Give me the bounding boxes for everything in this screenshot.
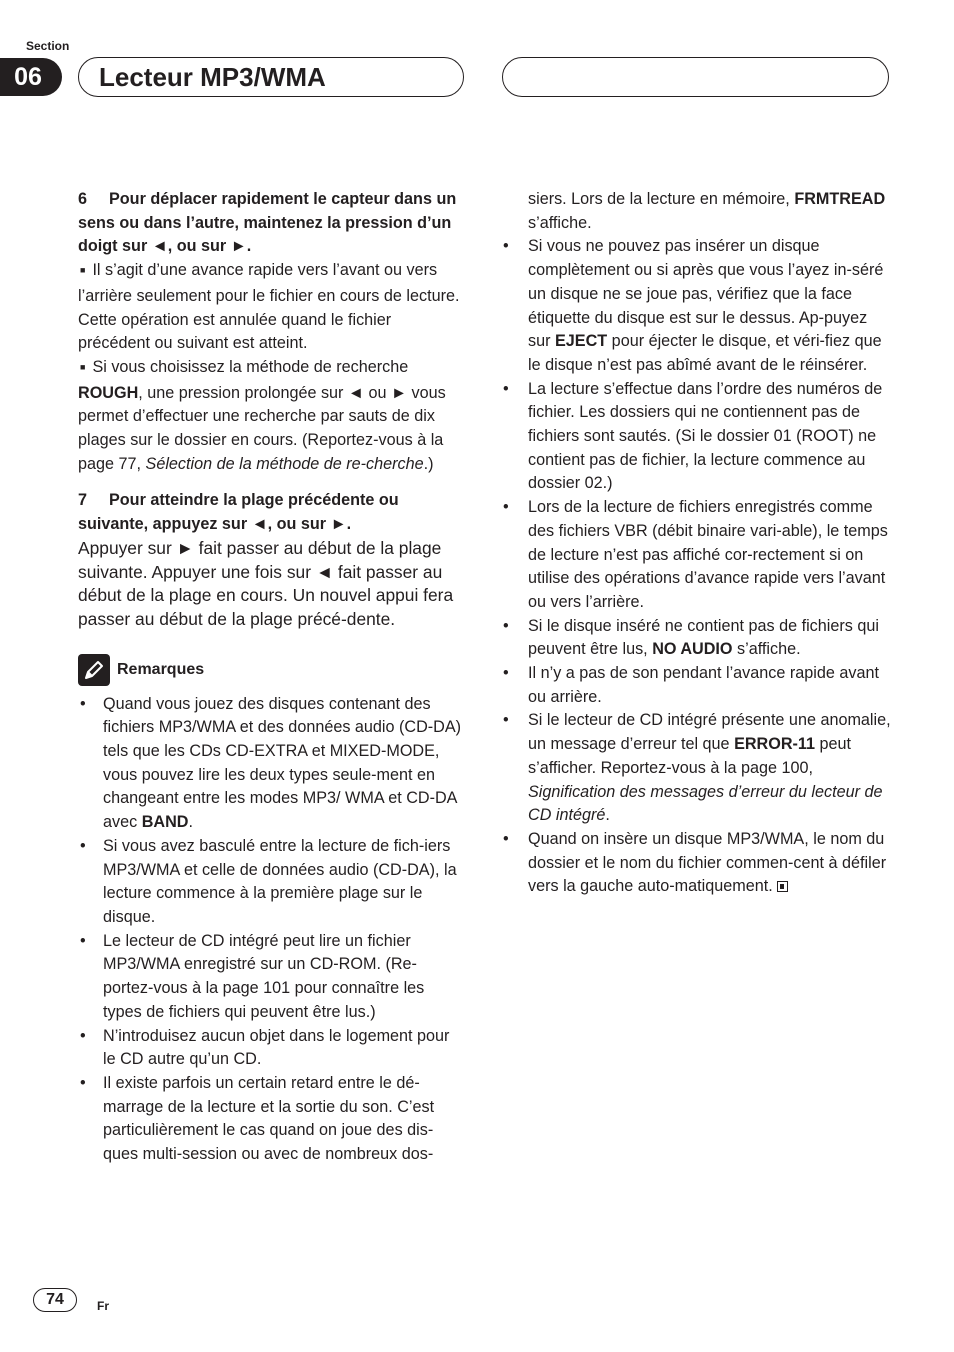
list-item-continuation	[500, 188, 892, 235]
list-item: • La lecture s’effectue dans l’ordre des numéros de fichier. Les dossiers qui ne contiennent pas de fichiers sont sautés. (Si le dossier 01 (ROOT) ne contient pas de fichier, la lecture commence au dossier 02.)	[500, 378, 892, 497]
remarks-header	[78, 654, 466, 686]
list-item	[500, 615, 892, 662]
r6-text-a: Si le lecteur de CD intégré présente une anomalie, un message d’erreur tel que	[528, 711, 891, 754]
section-label: Section	[26, 39, 70, 53]
step-7-text: Pour atteindre la plage précédente ou suivante, appuyez sur ◄, ou sur ►.	[78, 491, 399, 534]
step-6-note-1-text: Il s’agit d’une avance rapide vers l’avant ou vers l’arrière seulement pour le fichier en cours de lecture. Cette opération est annulée quand le fichier précédent ou suivant est atteint.	[78, 261, 460, 353]
left-column	[78, 188, 466, 1167]
remarks-list-continued	[500, 188, 892, 899]
step-6-heading	[78, 188, 466, 259]
list-item: • Il n’y a pas de son pendant l’avance rapide avant ou arrière.	[500, 662, 892, 709]
list-item	[78, 693, 466, 835]
step-6-note-2	[78, 356, 466, 477]
note-2-text-a: Si vous choisissez la méthode de recherche	[92, 357, 409, 376]
page-number: 74	[33, 1288, 77, 1312]
r1-text-c: pour éjecter le disque, et véri-fiez que le disque n’est pas abîmé avant de le réinsérer.	[528, 332, 882, 374]
rough-label: ROUGH	[78, 383, 139, 402]
note-2-text-c: , une pression prolongée sur ◄ ou ► vous permet d’effectuer une recherche par sauts de dix plages sur le dossier en cours. (Reportez-vous à la page 77,	[78, 383, 446, 473]
list-item	[500, 235, 892, 377]
bullet-1-text-c: .	[188, 813, 193, 832]
list-item: • Le lecteur de CD intégré peut lire un fichier MP3/WMA enregistré sur un CD-ROM. (Re-portez-vous à la page 101 pour connaître les types de fichiers qui peuvent être lus.)	[78, 930, 466, 1025]
page-title: Lecteur MP3/WMA	[99, 62, 326, 92]
step-7-number: 7	[78, 491, 88, 510]
pencil-note-icon	[78, 654, 110, 686]
right-column	[500, 188, 892, 899]
r7-text: Quand on insère un disque MP3/WMA, le nom du dossier et le nom du fichier commen-cent à défiler vers la gauche auto-matiquement.	[528, 829, 887, 896]
language-code: Fr	[97, 1299, 109, 1313]
bullet-1-text-a: Quand vous jouez des disques contenant des fichiers MP3/WMA et des données audio (CD-DA) tels que les CDs CD-EXTRA et MIXED-MODE, vous pouvez lire les deux types seule-ment en changeant entre les modes MP3/ WMA et CD-DA avec	[103, 694, 462, 832]
band-label: BAND	[141, 813, 189, 832]
list-item: • Si vous avez basculé entre la lecture de fich-iers MP3/WMA et celle de données audio (CD-DA), la lecture commence à la première plage sur le disque.	[78, 835, 466, 930]
step-6-text: Pour déplacer rapidement le capteur dans un sens ou dans l’autre, maintenez la pression d’un doigt sur ◄, ou sur ►.	[78, 190, 457, 256]
r4-text-c: s’affiche.	[732, 640, 801, 659]
section-number-badge: 06	[0, 58, 62, 96]
step-6-number: 6	[78, 190, 88, 208]
cont-text-a: siers. Lors de la lecture en mémoire,	[528, 190, 795, 208]
title-banner	[78, 57, 464, 97]
r6-text-c: peut s’afficher. Reportez-vous à la page 100,	[528, 735, 852, 777]
blank-banner	[502, 57, 889, 97]
square-bullet-icon: ■	[80, 265, 86, 276]
list-item: • N’introduisez aucun objet dans le logement pour le CD autre qu’un CD.	[78, 1025, 466, 1072]
note-2-text-e: .)	[423, 454, 434, 473]
r6-reference: Signification des messages d’erreur du lecteur de CD intégré	[528, 782, 883, 825]
step-7-heading	[78, 489, 466, 536]
no-audio-label: NO AUDIO	[652, 640, 733, 659]
r1-text-a: Si vous ne pouvez pas insérer un disque complètement ou si après que vous l’ayez in-séré un disque ne se joue pas, vérifiez que la face étiquette du disque est sur le dessus. Ap-puyez sur	[528, 237, 884, 351]
note-2-reference: Sélection de la méthode de re-cherche	[145, 454, 424, 473]
frmtread-label: FRMTREAD	[794, 190, 886, 208]
list-item	[500, 828, 892, 899]
square-bullet-icon: ■	[80, 361, 86, 372]
cont-text-c: s’affiche.	[528, 213, 592, 232]
step-6-note-1	[78, 259, 466, 356]
r6-text-e: .	[605, 806, 610, 825]
eject-label: EJECT	[555, 332, 608, 351]
remarks-list	[78, 693, 466, 1167]
list-item	[500, 709, 892, 828]
list-item: • Lors de la lecture de fichiers enregistrés comme des fichiers VBR (débit binaire vari-able), le temps de lecture n’est pas affiché cor-rectement si on utilise des opérations d’avance rapide vers l’avant ou vers l’arrière.	[500, 496, 892, 615]
list-item: • Il existe parfois un certain retard entre le dé-marrage de la lecture et la sortie du son. C’est particulièrement le cas quand on joue des dis-ques multi-session ou avec de nombreux dos-	[78, 1072, 466, 1167]
end-of-section-icon	[777, 881, 788, 892]
r4-text-a: Si le disque inséré ne contient pas de fichiers qui peuvent être lus,	[528, 616, 879, 659]
remarks-title: Remarques	[117, 660, 205, 678]
error-11-label: ERROR-11	[734, 735, 816, 754]
step-7-body: Appuyer sur ► fait passer au début de la plage suivante. Appuyer une fois sur ◄ fait passer au début de la plage en cours. Un nouvel appui fera passer au début de la plage précé-dente.	[78, 537, 454, 629]
